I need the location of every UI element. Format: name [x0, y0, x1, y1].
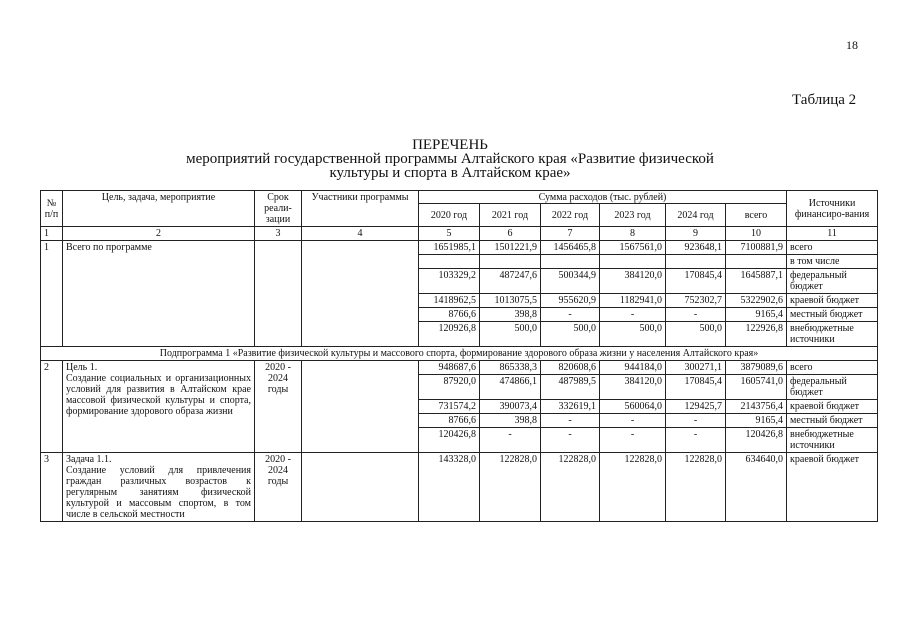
header-year: 2021 год	[480, 204, 541, 227]
value-cell: 398,8	[480, 308, 541, 322]
source-cell: федеральный бюджет	[787, 375, 878, 400]
value-cell: -	[480, 428, 541, 453]
value-cell	[541, 255, 600, 269]
col-number: 8	[600, 227, 666, 241]
source-cell: всего	[787, 361, 878, 375]
value-cell: 1456465,8	[541, 241, 600, 255]
value-cell: 1182941,0	[600, 294, 666, 308]
value-cell: 120426,8	[419, 428, 480, 453]
value-cell: 103329,2	[419, 269, 480, 294]
table-label: Таблица 2	[792, 92, 857, 108]
value-cell: 1418962,5	[419, 294, 480, 308]
value-cell: 170845,4	[666, 269, 726, 294]
row-participants	[302, 453, 419, 522]
value-cell: -	[600, 414, 666, 428]
value-cell: 500,0	[480, 322, 541, 347]
header-sources: Источники финансиро-вания	[787, 191, 878, 227]
title-line-2: мероприятий государственной программы Алтайского края «Развитие физической	[186, 151, 714, 167]
value-cell: 390073,4	[480, 400, 541, 414]
value-cell: 5322902,6	[726, 294, 787, 308]
value-cell: -	[666, 428, 726, 453]
value-cell: 9165,4	[726, 414, 787, 428]
value-cell: -	[666, 308, 726, 322]
row-goal	[63, 453, 255, 522]
header-num: № п/п	[41, 191, 63, 227]
value-cell: -	[600, 428, 666, 453]
column-number-row	[41, 227, 878, 241]
header-goal: Цель, задача, мероприятие	[63, 191, 255, 227]
value-cell: 487247,6	[480, 269, 541, 294]
header-row	[41, 191, 878, 204]
row-participants	[302, 361, 419, 453]
table-row	[41, 361, 878, 375]
col-number: 6	[480, 227, 541, 241]
source-cell: краевой бюджет	[787, 453, 878, 522]
value-cell: 500344,9	[541, 269, 600, 294]
value-cell: -	[600, 308, 666, 322]
value-cell: 955620,9	[541, 294, 600, 308]
value-cell: -	[541, 428, 600, 453]
header-year: всего	[726, 204, 787, 227]
value-cell: 7100881,9	[726, 241, 787, 255]
value-cell: -	[541, 308, 600, 322]
value-cell: 87920,0	[419, 375, 480, 400]
task-text: Создание условий для привлечения граждан различных возрастов к регулярным занятиям физической культурой и массовым спортом, в том числе в сельской местности	[66, 465, 251, 520]
value-cell: 3879089,6	[726, 361, 787, 375]
row-num: 3	[41, 453, 63, 522]
value-cell	[600, 255, 666, 269]
source-cell: всего	[787, 241, 878, 255]
value-cell	[726, 255, 787, 269]
value-cell: 2143756,4	[726, 400, 787, 414]
value-cell: 500,0	[666, 322, 726, 347]
header-year: 2023 год	[600, 204, 666, 227]
value-cell: 170845,4	[666, 375, 726, 400]
row-num: 2	[41, 361, 63, 453]
value-cell: 384120,0	[600, 375, 666, 400]
goal-title: Цель 1.	[66, 362, 98, 373]
value-cell: 731574,2	[419, 400, 480, 414]
value-cell: 122828,0	[480, 453, 541, 522]
table-row	[41, 241, 878, 255]
value-cell: 1567561,0	[600, 241, 666, 255]
source-cell: местный бюджет	[787, 414, 878, 428]
col-number: 11	[787, 227, 878, 241]
value-cell	[666, 255, 726, 269]
value-cell: 122926,8	[726, 322, 787, 347]
row-period: 2020 - 2024 годы	[255, 453, 302, 522]
value-cell: 752302,7	[666, 294, 726, 308]
header-year: 2020 год	[419, 204, 480, 227]
goal-text: Создание социальных и организационных условий для развития в Алтайском крае массовой физической культуры и спорта, формирование здорового образа жизни	[66, 373, 251, 417]
row-period	[255, 241, 302, 347]
row-goal	[63, 361, 255, 453]
col-number: 10	[726, 227, 787, 241]
col-number: 1	[41, 227, 63, 241]
col-number: 3	[255, 227, 302, 241]
value-cell: 8766,6	[419, 414, 480, 428]
value-cell: 9165,4	[726, 308, 787, 322]
row-goal: Всего по программе	[63, 241, 255, 347]
header-period: Срок реали-зации	[255, 191, 302, 227]
source-cell: внебюджетные источники	[787, 322, 878, 347]
subprogram-row	[41, 347, 878, 361]
col-number: 4	[302, 227, 419, 241]
source-cell: федеральный бюджет	[787, 269, 878, 294]
value-cell: 500,0	[600, 322, 666, 347]
value-cell: 398,8	[480, 414, 541, 428]
value-cell: 923648,1	[666, 241, 726, 255]
col-number: 7	[541, 227, 600, 241]
source-cell: краевой бюджет	[787, 294, 878, 308]
value-cell: 1645887,1	[726, 269, 787, 294]
header-year: 2024 год	[666, 204, 726, 227]
value-cell: 120926,8	[419, 322, 480, 347]
value-cell: 487989,5	[541, 375, 600, 400]
value-cell: 1013075,5	[480, 294, 541, 308]
value-cell: 500,0	[541, 322, 600, 347]
value-cell: 1651985,1	[419, 241, 480, 255]
header-sum: Сумма расходов (тыс. рублей)	[419, 191, 787, 204]
row-period: 2020 - 2024 годы	[255, 361, 302, 453]
table-row	[41, 453, 878, 522]
task-title: Задача 1.1.	[66, 454, 112, 465]
title-line-3: культуры и спорта в Алтайском крае»	[329, 165, 571, 181]
measures-table	[40, 190, 878, 522]
value-cell: 122828,0	[666, 453, 726, 522]
value-cell: 560064,0	[600, 400, 666, 414]
value-cell: 820608,6	[541, 361, 600, 375]
source-cell: краевой бюджет	[787, 400, 878, 414]
value-cell: 384120,0	[600, 269, 666, 294]
title-line-1: ПЕРЕЧЕНЬ	[412, 137, 488, 153]
source-cell: местный бюджет	[787, 308, 878, 322]
page-number: 18	[846, 38, 858, 52]
value-cell: -	[541, 414, 600, 428]
source-cell: внебюджетные источники	[787, 428, 878, 453]
value-cell: 332619,1	[541, 400, 600, 414]
value-cell: 474866,1	[480, 375, 541, 400]
value-cell	[419, 255, 480, 269]
col-number: 2	[63, 227, 255, 241]
value-cell: 1501221,9	[480, 241, 541, 255]
col-number: 9	[666, 227, 726, 241]
value-cell: 122828,0	[600, 453, 666, 522]
header-year: 2022 год	[541, 204, 600, 227]
value-cell: 8766,6	[419, 308, 480, 322]
value-cell: 300271,1	[666, 361, 726, 375]
value-cell: 143328,0	[419, 453, 480, 522]
value-cell: 122828,0	[541, 453, 600, 522]
header-participants: Участники программы	[302, 191, 419, 227]
value-cell: 948687,6	[419, 361, 480, 375]
value-cell: 634640,0	[726, 453, 787, 522]
col-number: 5	[419, 227, 480, 241]
row-num: 1	[41, 241, 63, 347]
value-cell: 129425,7	[666, 400, 726, 414]
value-cell: 120426,8	[726, 428, 787, 453]
source-cell: в том числе	[787, 255, 878, 269]
value-cell: 1605741,0	[726, 375, 787, 400]
value-cell: 944184,0	[600, 361, 666, 375]
row-participants	[302, 241, 419, 347]
value-cell	[480, 255, 541, 269]
value-cell: -	[666, 414, 726, 428]
document-title	[150, 138, 750, 180]
subprogram-title: Подпрограмма 1 «Развитие физической культуры и массового спорта, формирование здорового образа жизни у населения Алтайского края»	[41, 347, 878, 361]
value-cell: 865338,3	[480, 361, 541, 375]
